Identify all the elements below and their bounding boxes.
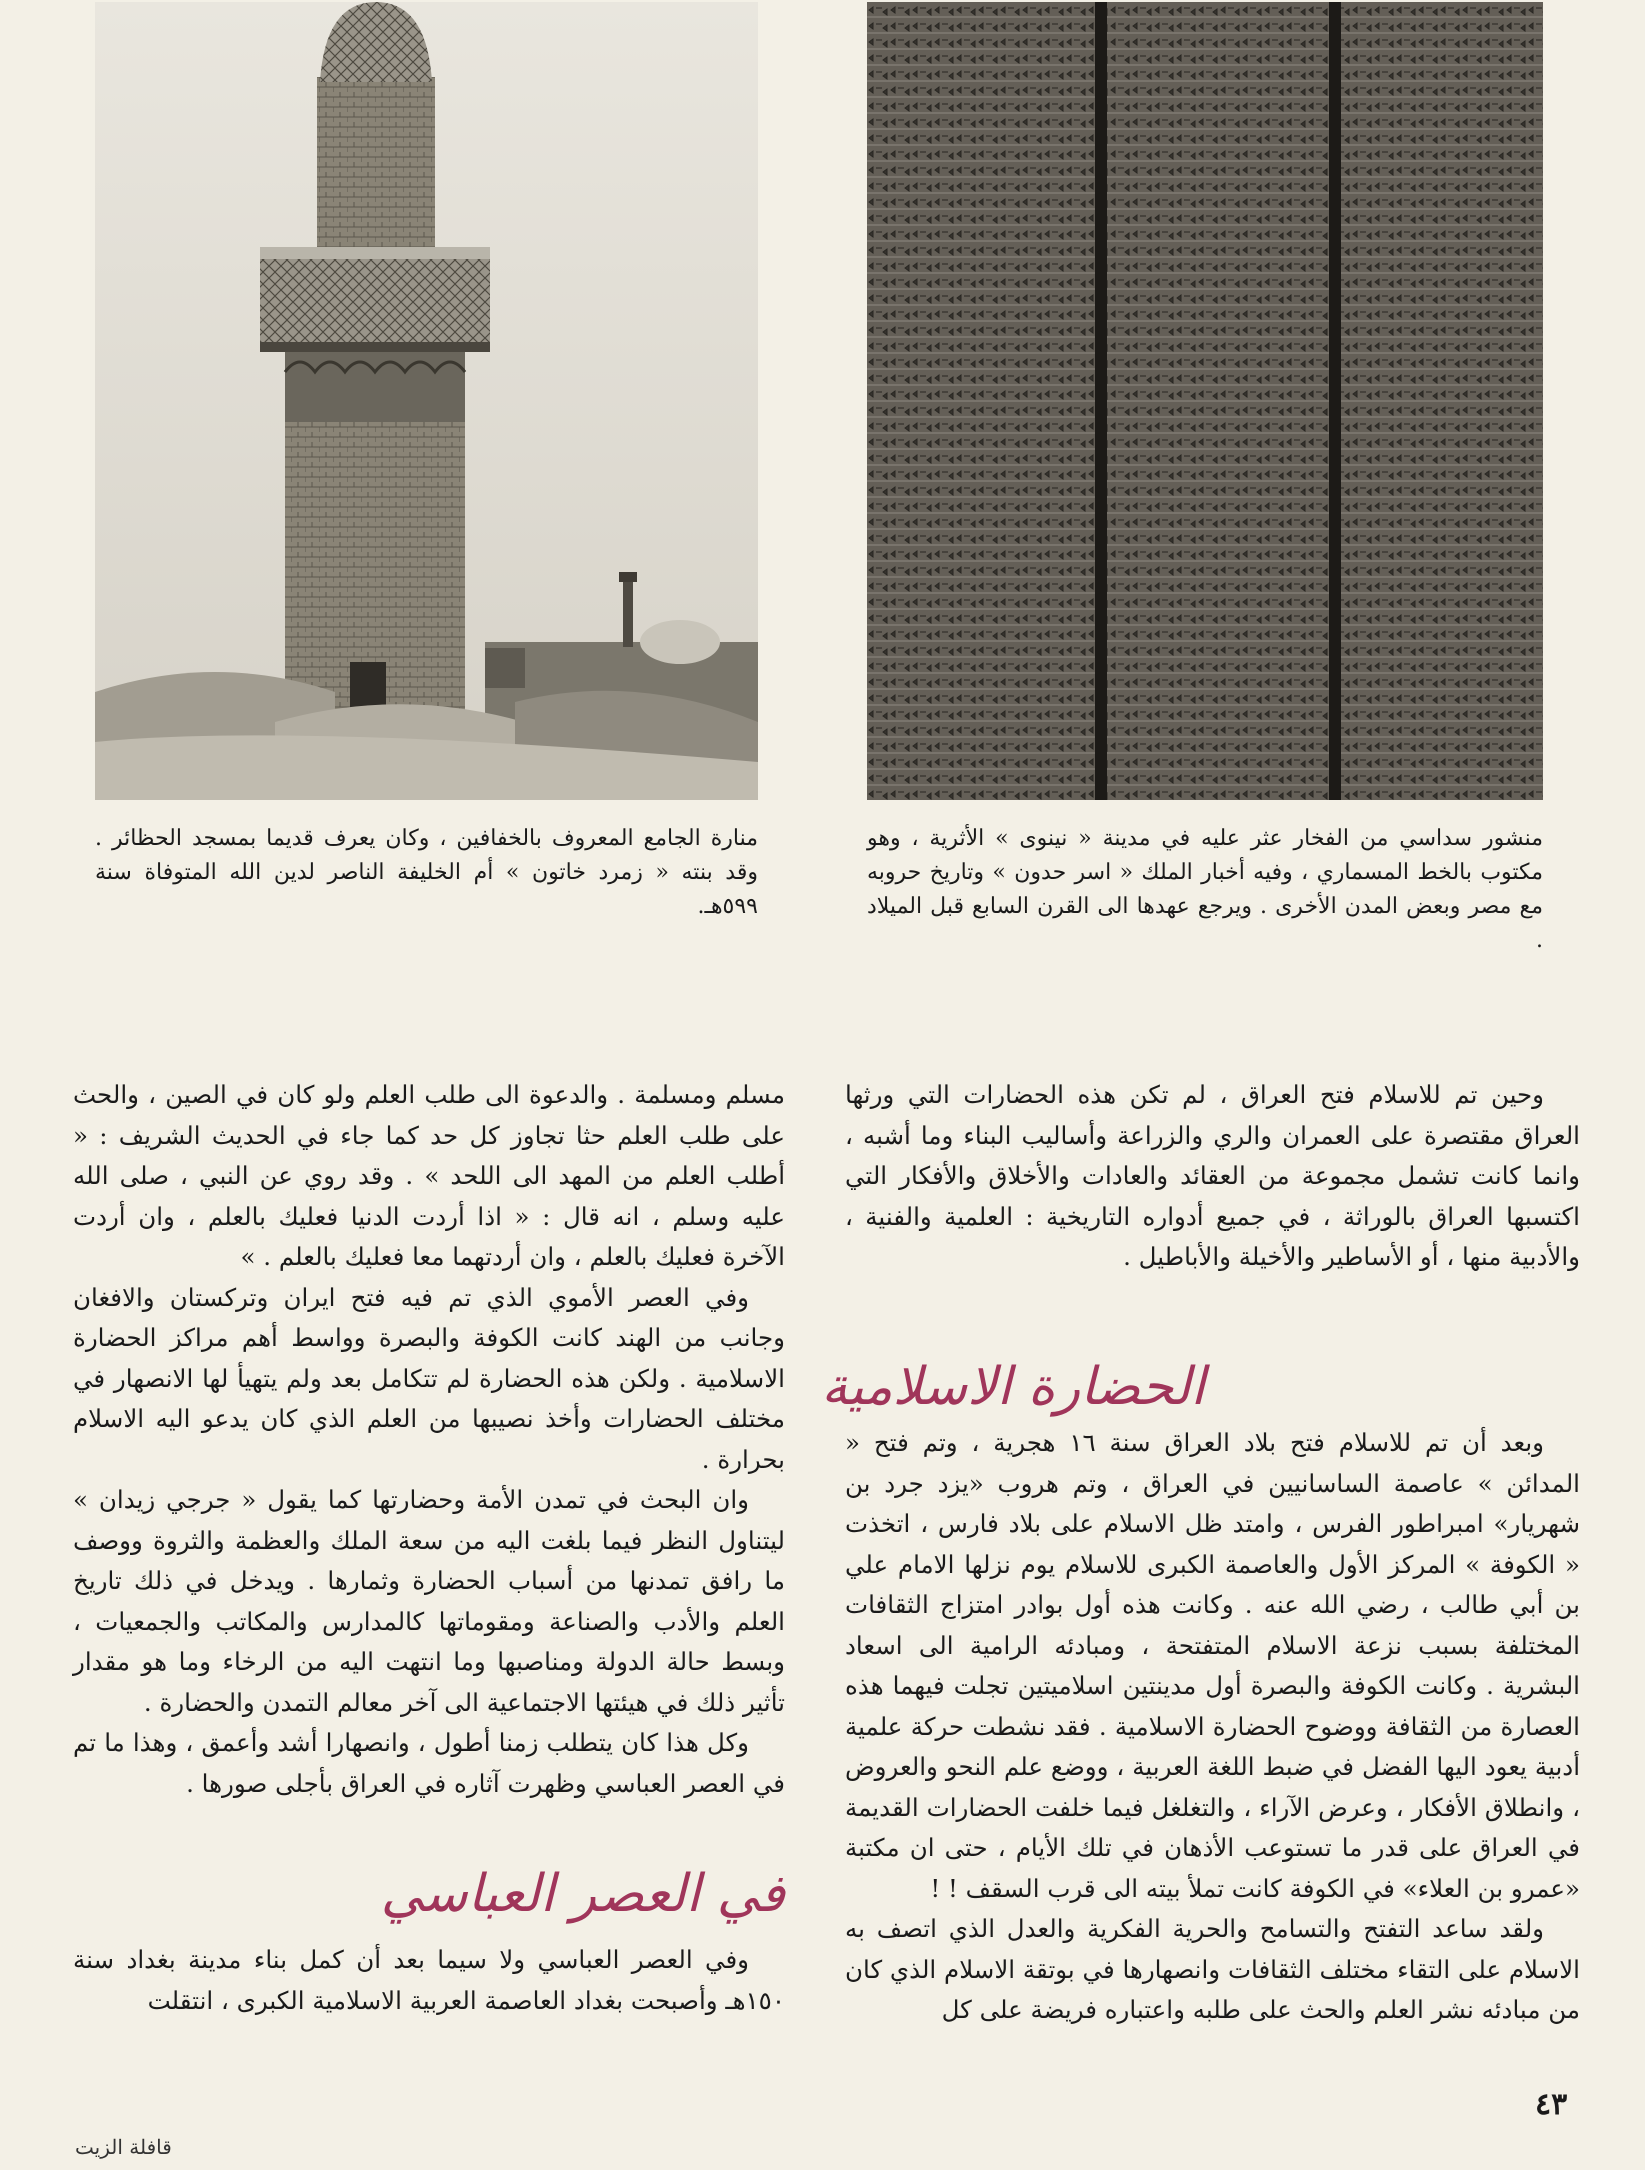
left-column [73,1075,785,1804]
tablet-illustration [867,2,1543,800]
islamic-civilization-heading: الحضارة الاسلامية [821,1357,1205,1417]
left-paragraph-2: وفي العصر الأموي الذي تم فيه فتح ايران وتركستان والافغان وجانب من الهند كانت الكوفة والبصرة وواسط أهم مراكز الحضارة الاسلامية . ولكن هذه الحضارة لم تتكامل بعد ولم يتهيأ لها الانصهار في مختلف الحضارات وأخذ نصيبها من العلم الذي كان يدعو اليه الاسلام بحرارة . [73,1282,785,1474]
right-paragraph-1: وبعد أن تم للاسلام فتح بلاد العراق سنة ١٦ هجرية ، وتم فتح « المدائن » عاصمة الساسانيين في العراق ، وتم هروب «يزد جرد بن شهريار» امبراطور الفرس ، وامتد ظل الاسلام على بلاد فارس ، اتخذت « الكوفة » المركز الأول والعاصمة الكبرى للاسلام يوم نزلها الامام علي بن أبي طالب ، رضي الله عنه . وكانت هذه أول بوادر امتزاج الثقافات المختلفة بسبب نزعة الاسلام المتفتحة ، ومبادئه الرامية الى اسعاد البشرية . وكانت الكوفة والبصرة أول مدينتين اسلاميتين تجلت فيهما هذه العصارة من الثقافة ووضوح الحضارة الاسلامية . فقد نشطت حركة علمية أدبية يعود اليها الفضل في ضبط اللغة العربية ، ووضع علم النحو والعروض ، وانطلاق الأفكار ، وعرض الآراء ، والتغلغل فيما خلفت الحضارات القديمة في العراق على قدر ما تستوعب الأذهان في تلك الأيام ، حتى ان مكتبة «عمرو بن العلاء» في الكوفة كانت تملأ بيته الى قرب السقف ! ! [845,1428,1580,1903]
clay-tablet-photo [867,2,1543,800]
minaret-photo [95,2,758,800]
page-number: ٤٣ [1535,2087,1568,2122]
magazine-footer: قافلة الزيت [75,2135,172,2159]
right-column [845,1075,1580,1278]
left-paragraph-5: وفي العصر العباسي ولا سيما بعد أن كمل بناء مدينة بغداد سنة ١٥٠هـ وأصبحت بغداد العاصمة العربية الاسلامية الكبرى ، انتقلت [73,1945,785,2015]
right-paragraph-2: ولقد ساعد التفتح والتسامح والحرية الفكرية والعدل الذي اتصف به الاسلام على التقاء مختلف الثقافات وانصهارها في بوتقة الاسلام الذي كان من مبادئه نشر العلم والحث على طلبه واعتباره فريضة على كل [845,1914,1580,2024]
abbasid-era-heading: في العصر العباسي [380,1864,785,1924]
minaret-illustration [95,2,758,800]
right-intro-paragraph: وحين تم للاسلام فتح العراق ، لم تكن هذه الحضارات التي ورثها العراق مقتصرة على العمران والري والزراعة وأساليب البناء وما أشبه ، وانما كانت تشمل مجموعة من العقائد والعادات والأخلاق والأفكار التي اكتسبها العراق بالوراثة ، في جميع أدواره التاريخية : العلمية والفنية ، والأدبية منها ، أو الأساطير والأخيلة والأباطيل . [845,1080,1580,1271]
minaret-caption: منارة الجامع المعروف بالخفافين ، وكان يعرف قديما بمسجد الحظائر . وقد بنته « زمرد خاتون » أم الخليفة الناصر لدين الله المتوفاة سنة ٥٩٩هـ. [95,826,759,919]
left-paragraph-3: وان البحث في تمدن الأمة وحضارتها كما يقول « جرجي زيدان » ليتناول النظر فيما بلغت اليه من سعة الملك والعظمة والثروة ووصف ما رافق تمدنها من أسباب الحضارة وثمارها . ويدخل في ذلك تاريخ العلم والأدب والصناعة ومقوماتها كالمدارس والمكاتب والجمعيات ، وبسط حالة الدولة ومناصبها وما انتهت اليه من الرخاء وما هو مقدار تأثير ذلك في هيئتها الاجتماعية الى آخر معالم التمدن والحضارة . [73,1485,785,1717]
left-column-end [73,1940,785,2021]
tablet-caption: منشور سداسي من الفخار عثر عليه في مدينة « نينوى » الأثرية ، وهو مكتوب بالخط المسماري ، وفيه أخبار الملك « اسر حدون » وتاريخ حروبه مع مصر وبعض المدن الأخرى . ويرجع عهدها الى القرن السابع قبل الميلاد . [867,826,1543,953]
left-paragraph-4: وكل هذا كان يتطلب زمنا أطول ، وانصهارا أشد وأعمق ، وهذا ما تم في العصر العباسي وظهرت آثاره في العراق بأجلى صورها . [73,1728,785,1798]
left-paragraph-1: مسلم ومسلمة . والدعوة الى طلب العلم ولو كان في الصين ، والحث على طلب العلم حثا تجاوز كل حد كما جاء في الحديث الشريف : « أطلب العلم من المهد الى اللحد » . وقد روي عن النبي ، صلى الله عليه وسلم ، انه قال : « اذا أردت الدنيا فعليك بالعلم ، وان أردت الآخرة فعليك بالعلم ، وان أردتهما معا فعليك بالعلم . » [73,1080,785,1271]
right-column-body [845,1423,1580,2031]
